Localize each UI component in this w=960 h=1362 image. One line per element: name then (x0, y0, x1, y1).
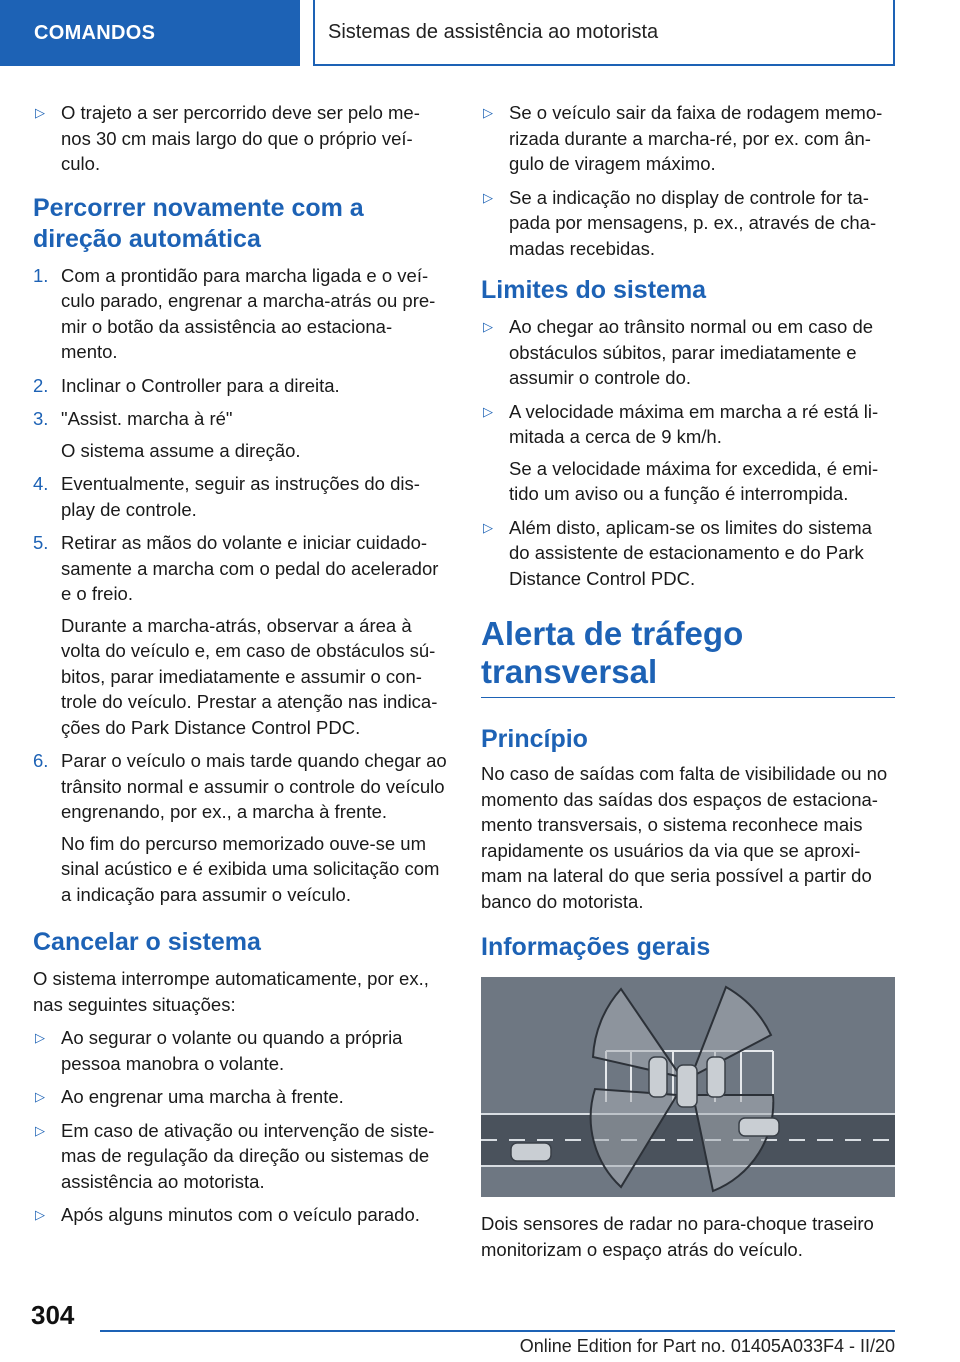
intro-bullet-list (33, 100, 448, 177)
left-column (33, 100, 448, 1236)
page-number: 304 (31, 1300, 75, 1330)
illustration-caption: Dois sensores de radar no para-choque traseiro monitorizam o espaço atrás do veículo. (481, 1213, 874, 1260)
limits-bullet-list (481, 314, 895, 591)
list-item: 5. Retirar as mãos do volante e iniciar cuidado-samente a marcha com o pedal do acelerador e o freio. Durante a marcha-atrás, observar a área à volta do veículo e, em caso de obstáculos sú-bitos, parar imediatamente e assumir o con-trole do veículo. Prestar a atenção nas indica-ções do Park Distance Control PDC. (33, 532, 439, 738)
header-title: Sistemas de assistência ao motorista (328, 20, 659, 43)
footer-divider (100, 1330, 895, 1332)
header-section-label: COMANDOS (34, 21, 156, 44)
list-item: ▷ Ao engrenar uma marcha à frente. (33, 1084, 448, 1110)
triangle-right-icon: ▷ (35, 1030, 45, 1045)
list-item: ▷ Ao segurar o volante ou quando a própria pessoa manobra o volante. (35, 1027, 403, 1074)
list-item: ▷ Ao chegar ao trânsito normal ou em caso de obstáculos súbitos, parar imediatamente e assumir o controle do. (483, 316, 874, 388)
list-item: ▷ Em caso de ativação ou intervenção de siste-mas de regulação da direção ou sistemas de assistência ao motorista. (35, 1119, 435, 1192)
triangle-right-icon: ▷ (35, 105, 45, 120)
triangle-right-icon: ▷ (483, 319, 493, 334)
right-column (481, 100, 895, 1262)
radar-coverage-diagram (481, 977, 895, 1197)
list-item: 4. Eventualmente, seguir as instruções do dis-play de controle. (33, 473, 420, 520)
cancel-intro: O sistema interrompe automaticamente, por ex., nas seguintes situações: (33, 968, 429, 1015)
triangle-right-icon: ▷ (483, 519, 493, 535)
heading-general-info: Informações gerais (481, 933, 711, 961)
top-bullet-list (481, 100, 895, 261)
heading-principle: Princípio (481, 725, 588, 753)
list-item: ▷ Se o veículo sair da faixa de rodagem memo-rizada durante a marcha-ré, por ex. com ân-gulo de viragem máximo. (483, 102, 883, 174)
heading-reverse-automatic: Percorrer novamente com a direção automática (33, 193, 364, 253)
triangle-right-icon: ▷ (483, 189, 493, 205)
header-title-box (313, 0, 895, 66)
footer-edition: Online Edition for Part no. 01405A033F4 - II/20 (519, 1336, 895, 1356)
list-item: 6. Parar o veículo o mais tarde quando chegar ao trânsito normal e assumir o controle do veículo engrenando, por ex., a marcha à frente. No fim do percurso memorizado ouve-se um sinal acústico e é exibida uma solicitação com a indicação para assumir o veículo. (33, 750, 447, 905)
heading-cancel-system: Cancelar o sistema (33, 928, 261, 956)
list-item: ▷ Após alguns minutos com o veículo parado. (33, 1202, 448, 1228)
cross-traffic-illustration (481, 977, 895, 1197)
principle-text: No caso de saídas com falta de visibilidade ou no momento das saídas dos espaços de estaciona-mento transversais, o sistema reconhece mais rapidamente os usuários da via que se aproxi-mam na lateral do que seria possível a partir do banco do motorista. (481, 763, 888, 912)
list-item: ▷ Se a indicação no display de controle for ta-pada por mensagens, p. ex., através de cha-madas recebidas. (483, 186, 877, 259)
triangle-right-icon: ▷ (35, 1089, 45, 1104)
triangle-right-icon: ▷ (35, 1207, 45, 1222)
triangle-right-icon: ▷ (483, 105, 493, 120)
steps-list (33, 263, 448, 908)
header-section-tab (0, 0, 300, 66)
heading-cross-traffic-alert: Alerta de tráfego transversal (481, 615, 895, 698)
heading-system-limits: Limites do sistema (481, 276, 707, 304)
list-item: 2. Inclinar o Controller para a direita. (33, 374, 340, 396)
list-item: ▷ Além disto, aplicam-se os limites do sistema do assistente de estacionamento e do Park Distance Control PDC. (483, 516, 872, 589)
list-item: ▷ O trajeto a ser percorrido deve ser pelo me-nos 30 cm mais largo do que o próprio veí-culo. (35, 102, 420, 174)
list-item: 1. Com a prontidão para marcha ligada e o veí-culo parado, engrenar a marcha-atrás ou pre-mir o botão da assistência ao estaciona-mento. (33, 264, 436, 362)
cancel-bullet-list (33, 1025, 448, 1228)
triangle-right-icon: ▷ (483, 403, 493, 419)
list-item: ▷ A velocidade máxima em marcha a ré está li-mitada a cerca de 9 km/h. Se a velocidade máxima for excedida, é emi-tido um aviso ou a função é interrompida. (483, 400, 879, 504)
list-item: 3. "Assist. marcha à ré" O sistema assume a direção. (33, 408, 301, 461)
triangle-right-icon: ▷ (35, 1122, 45, 1138)
